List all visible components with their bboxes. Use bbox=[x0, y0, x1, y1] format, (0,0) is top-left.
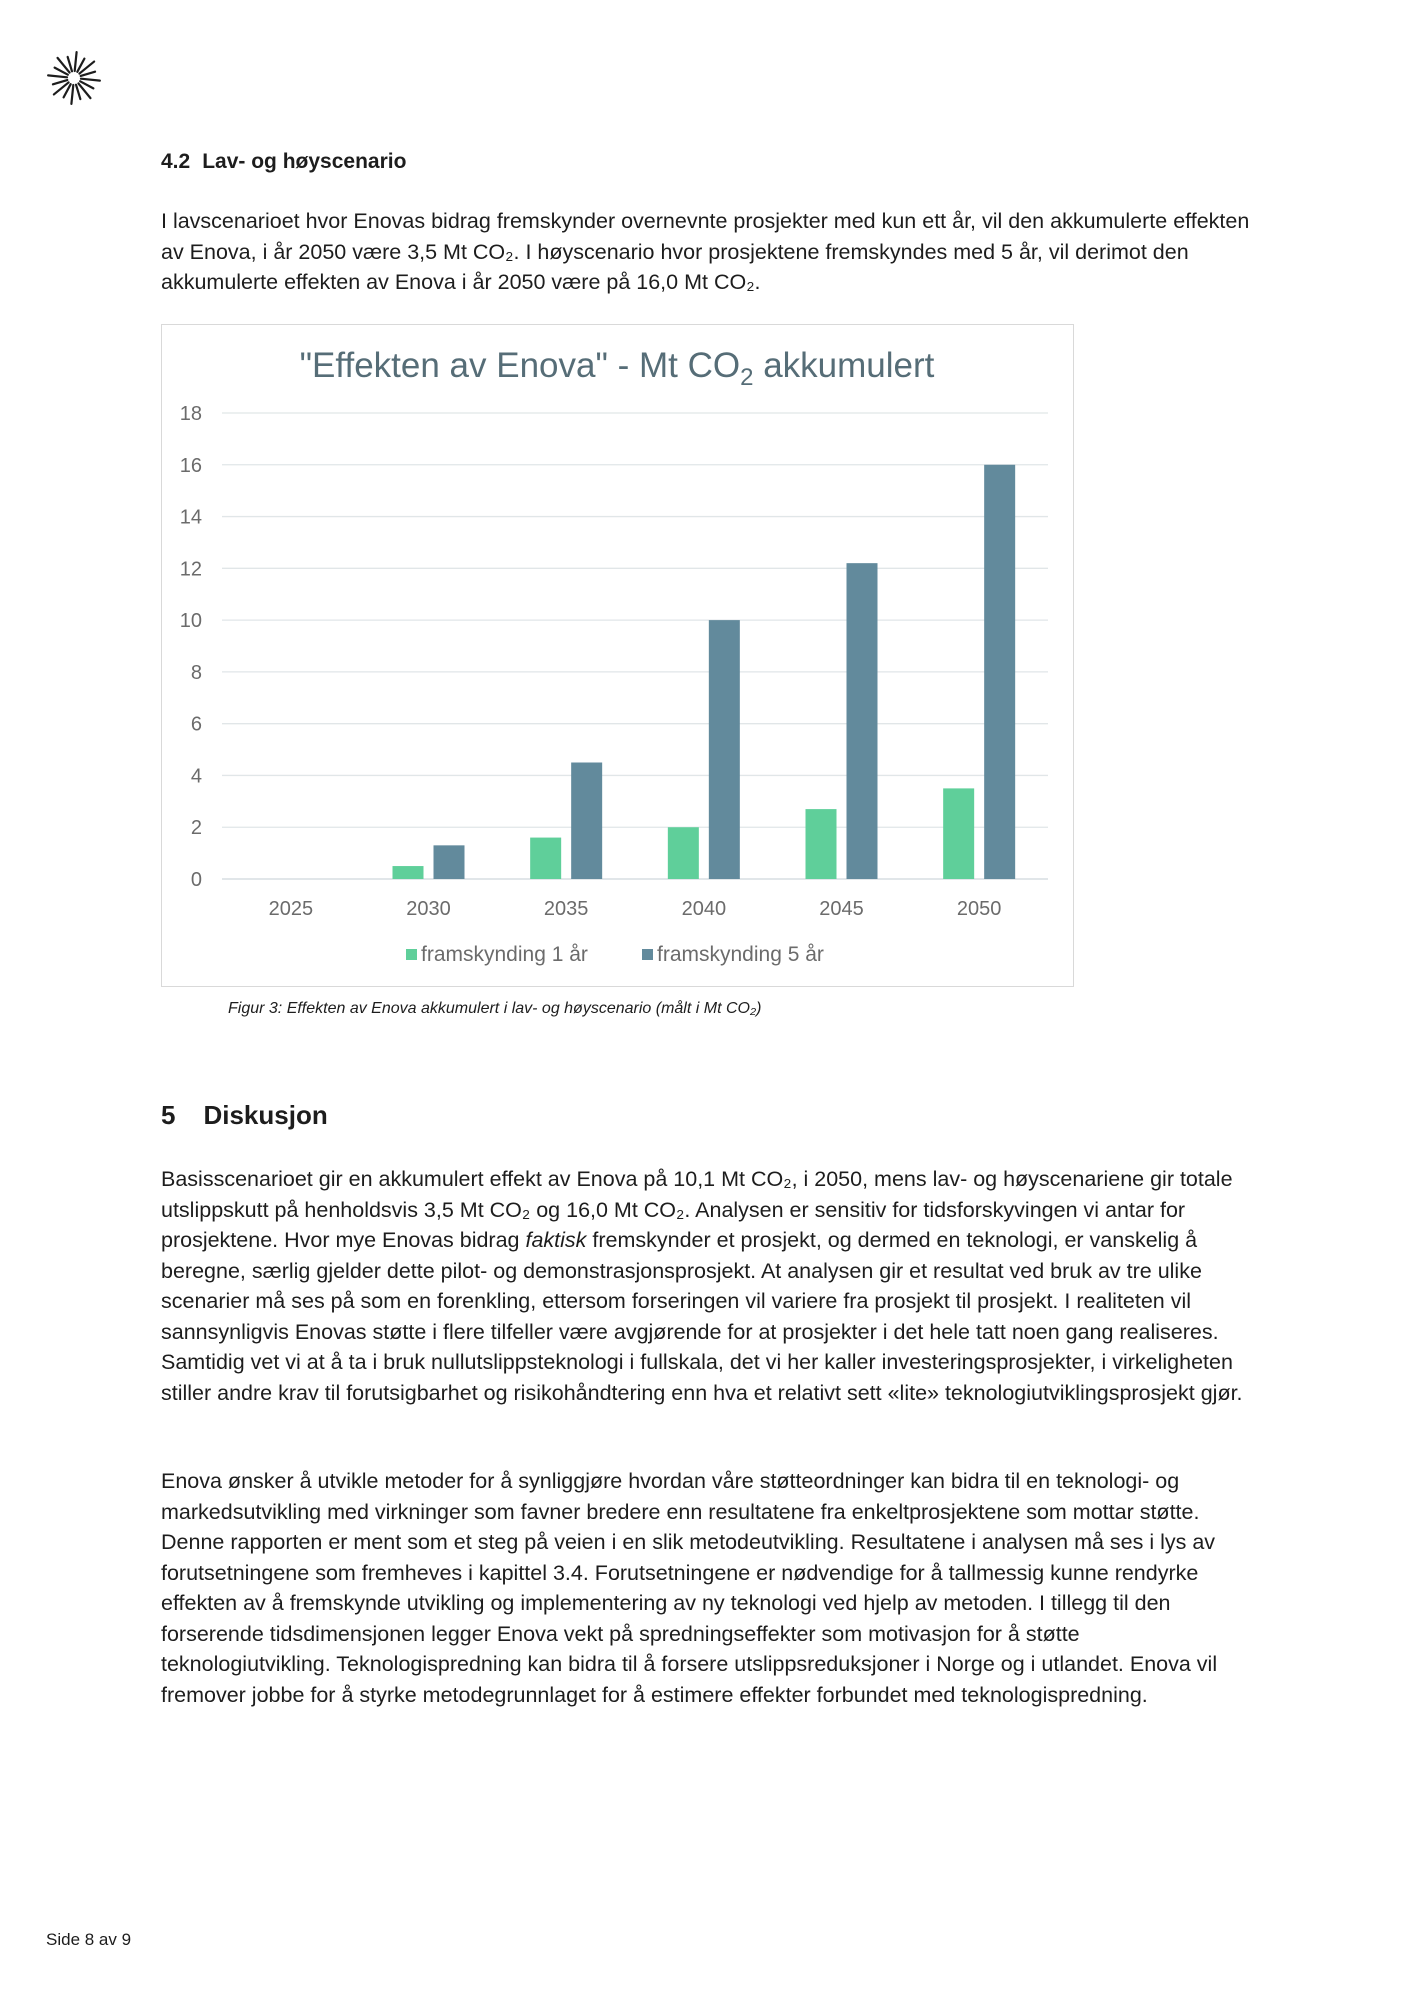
legend-swatch bbox=[406, 949, 417, 960]
y-tick-label: 4 bbox=[190, 765, 202, 788]
logo-ray bbox=[48, 75, 67, 77]
chart-title: "Effekten av Enova" - Mt $CO_2$ akkumulert bbox=[299, 346, 935, 391]
discussion-paragraph-2: Enova ønsker å utvikle metoder for å synliggjøre hvordan våre støtteordninger kan bidra til en teknologi- og markedsutvikling med virkninger som favner bredere enn resultatene fra enkeltprosjektene som mottar støtte. Denne rapporten er ment som et steg på veien i en slik metodeutvikling. Resultatene i analysen må ses i lys av forutsetningene som fremheves i kapittel 3.4. Forutsetningene er nødvendige for å tallmessig kunne rendyrke effekten av å fremskynde utvikling og implementering av ny teknologi ved hjelp av metoden. I tillegg til den forserende tidsdimensjonen legger Enova vekt på spredningseffekter som motivasjon for å støtte teknologiutvikling. Teknologispredning kan bidra til å forsere utslippsreduksjoner i Norge og i utlandet. Enova vil fremover jobbe for å styrke metodegrunnlaget for å estimere effekter forbundet med teknologispredning. bbox=[161, 1469, 1218, 1707]
y-tick-label: 14 bbox=[179, 506, 202, 529]
section-4-2-paragraph: I lavscenarioet hvor Enovas bidrag fremskynder overnevnte prosjekter med kun ett år, vil den akkumulerte effekten av Enova, i år 2050 være 3,5 Mt CO₂. I høyscenario hvor prosjektene fremskyndes med 5 år, vil derimot den akkumulerte effekten av Enova i år 2050 være på 16,0 Mt CO₂. bbox=[161, 209, 1250, 294]
chart-figure bbox=[161, 324, 1074, 987]
logo-ray bbox=[53, 80, 67, 84]
bar-framskynding-5 bbox=[571, 763, 602, 880]
y-tick-label: 6 bbox=[190, 713, 202, 736]
section-heading-4-2 bbox=[161, 150, 406, 174]
legend-label: framskynding 5 år bbox=[657, 943, 824, 966]
logo-ray bbox=[71, 85, 73, 104]
section-number: 5 bbox=[161, 1100, 176, 1130]
section-heading-5 bbox=[161, 1100, 328, 1131]
bar-framskynding-1 bbox=[943, 788, 974, 879]
logo-ray bbox=[76, 85, 80, 99]
bar-framskynding-1 bbox=[806, 809, 837, 879]
legend-label: framskynding 1 år bbox=[421, 943, 588, 966]
bar-framskynding-1 bbox=[668, 827, 699, 879]
section-title: Lav- og høyscenario bbox=[202, 150, 407, 173]
page-number: Side 8 av 9 bbox=[46, 1930, 132, 1949]
bar-framskynding-5 bbox=[434, 845, 465, 879]
emphasis-text: faktisk bbox=[525, 1228, 587, 1252]
bar-framskynding-1 bbox=[530, 838, 561, 879]
logo-ray bbox=[75, 52, 77, 71]
y-tick-label: 16 bbox=[179, 454, 202, 477]
x-tick-label: 2025 bbox=[268, 898, 314, 920]
paragraph-text: fremskynder et prosjekt, og dermed en teknologi, er vanskelig å beregne, særlig gjelder dette pilot- og demonstrasjonsprosjekt. At analysen gir et resultat ved bruk av tre ulike scenarier må ses på som en forenkling, ettersom forseringen vil variere fra prosjekt til prosjekt. I realiteten vil sannsynligvis Enovas støtte i flere tilfeller være avgjørende for at prosjekter i det hele tatt noen gang realiseres. Samtidig vet vi at å ta i bruk nullutslippsteknologi i fullskala, det vi her kaller investeringsprosjekter, i virkeligheten stiller andre krav til forutsigbarhet og risikohåndtering enn hva et relativt sett «lite» teknologiutviklingsprosjekt gjør. bbox=[161, 1228, 1243, 1405]
x-tick-label: 2040 bbox=[681, 898, 727, 920]
section-title: Diskusjon bbox=[203, 1100, 328, 1130]
discussion-paragraph-1 bbox=[161, 1164, 1251, 1408]
paragraph-text: Basisscenarioet gir en akkumulert effekt av Enova på 10,1 Mt CO₂, i 2050, mens lav- og høyscenariene gir totale utslippskutt på henholdsvis 3,5 Mt CO₂ og 16,0 Mt CO₂. Analysen er sensitiv for tidsforskyvingen vi antar for prosjektene. Hvor mye Enovas bidrag bbox=[161, 1167, 1233, 1252]
y-tick-label: 8 bbox=[190, 661, 202, 684]
bar-chart bbox=[162, 325, 1073, 986]
logo-ray bbox=[81, 72, 95, 76]
y-tick-label: 10 bbox=[179, 610, 202, 633]
enova-logo-icon bbox=[46, 50, 102, 106]
figure-caption: Figur 3: Effekten av Enova akkumulert i lav- og høyscenario (målt i Mt CO₂) bbox=[228, 1000, 762, 1017]
y-tick-label: 0 bbox=[190, 869, 202, 891]
x-tick-label: 2045 bbox=[819, 898, 864, 920]
y-tick-label: 2 bbox=[190, 817, 202, 840]
legend-swatch bbox=[642, 949, 653, 960]
x-tick-label: 2035 bbox=[543, 898, 589, 920]
bar-framskynding-5 bbox=[847, 563, 878, 879]
bar-framskynding-5 bbox=[709, 620, 740, 879]
logo-ray bbox=[68, 57, 72, 71]
y-tick-label: 12 bbox=[179, 558, 202, 581]
y-tick-label: 18 bbox=[179, 403, 202, 425]
x-tick-label: 2050 bbox=[956, 898, 1002, 920]
section-number: 4.2 bbox=[161, 150, 191, 173]
logo-ray bbox=[81, 79, 100, 81]
x-tick-label: 2030 bbox=[406, 898, 451, 920]
bar-framskynding-1 bbox=[393, 866, 424, 879]
bar-framskynding-5 bbox=[984, 465, 1015, 879]
